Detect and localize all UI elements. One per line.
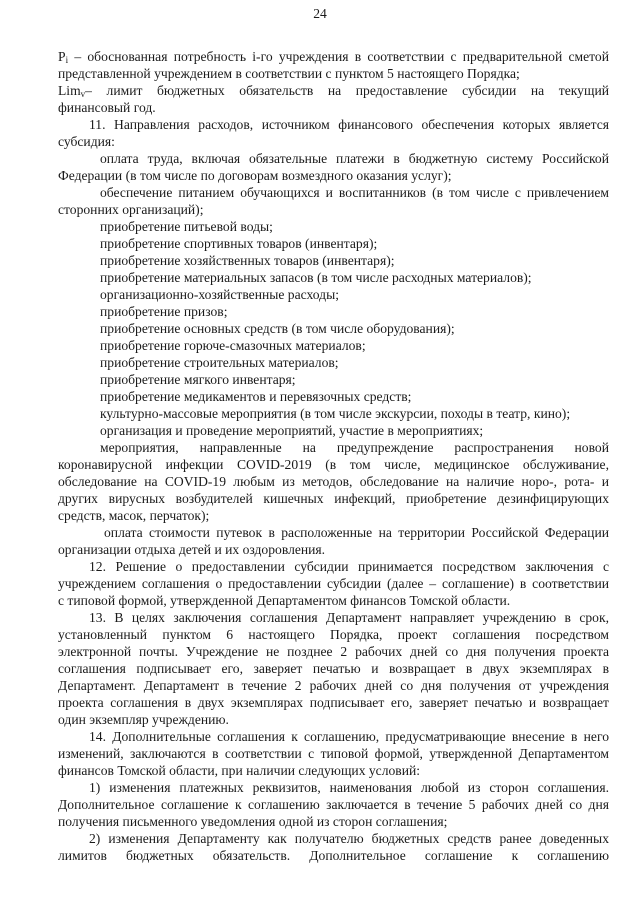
text-line: учреждением соглашения о предоставлении субсидии (далее – соглашение) в соответствии bbox=[58, 576, 609, 591]
text-line: установленный пунктом 6 настоящего Порядка, проект соглашения посредством bbox=[58, 627, 609, 642]
text-line: организации отдыха детей и их оздоровления. bbox=[58, 542, 326, 557]
list-item: организационно-хозяйственные расходы; bbox=[100, 287, 340, 302]
text-line: один экземпляр учреждению. bbox=[58, 712, 229, 727]
section-13-heading: 13. В целях заключения соглашения Департамент направляет учреждению в срок, bbox=[89, 610, 609, 625]
text-line: субсидия: bbox=[58, 134, 115, 149]
text-line: других вирусных возбудителей кишечных инфекций, приобретение дезинфицирующих bbox=[58, 491, 609, 506]
list-item: культурно-массовые мероприятия (в том числе экскурсии, походы в театр, кино); bbox=[100, 406, 571, 421]
text-line: проекта соглашения в двух экземплярах подписывает его, заверяет печатью и возвращает bbox=[58, 695, 609, 710]
formula-definition-lim: Lim$_v$– лимит бюджетных обязательств на предоставление субсидии на текущий bbox=[58, 83, 609, 99]
text-line: Дополнительное соглашение к соглашению заключается в течение 5 рабочих дней со дня bbox=[58, 797, 609, 812]
formula-definition-p: $P_i$ – обоснованная потребность i-го учреждения в соответствии с предварительной сметой bbox=[58, 49, 609, 65]
text-line: соглашения подписывает его, заверяет печатью и возвращает в двух экземплярах в bbox=[58, 661, 609, 676]
list-item: приобретение хозяйственных товаров (инвентаря); bbox=[100, 253, 395, 268]
list-item: приобретение строительных материалов; bbox=[100, 355, 339, 370]
list-item: оплата стоимости путевок в расположенные на территории Российской Федерации bbox=[104, 525, 609, 540]
list-item: приобретение питьевой воды; bbox=[100, 219, 273, 234]
list-item: приобретение основных средств (в том числе оборудования); bbox=[100, 321, 455, 336]
list-item: приобретение призов; bbox=[100, 304, 228, 319]
text-line: лимитов бюджетных обязательств. Дополнительное соглашение к соглашению bbox=[58, 848, 609, 863]
list-item: 1) изменения платежных реквизитов, наименования любой из сторон соглашения. bbox=[89, 780, 609, 795]
text-line: представленной учреждением в соответствии с пунктом 5 настоящего Порядка; bbox=[58, 66, 520, 81]
text-line: изменений, заключаются в соответствии с типовой формой, утвержденной Департаментом bbox=[58, 746, 609, 761]
list-item: мероприятия, направленные на предупреждение распространения новой bbox=[100, 440, 609, 455]
list-item: приобретение спортивных товаров (инвентаря); bbox=[100, 236, 378, 251]
section-12-heading: 12. Решение о предоставлении субсидии принимается посредством заключения с bbox=[89, 559, 609, 574]
list-item: приобретение медикаментов и перевязочных средств; bbox=[100, 389, 412, 404]
text-line: обследование на COVID-19 любым из методов, обследование на наличие норо-, рота- и bbox=[58, 474, 609, 489]
section-11-heading: 11. Направления расходов, источником финансового обеспечения которых является bbox=[89, 117, 609, 132]
list-item: приобретение горюче-смазочных материалов; bbox=[100, 338, 366, 353]
text-line: финансовый год. bbox=[58, 100, 156, 115]
page-number: 24 bbox=[313, 6, 327, 21]
list-item: приобретение мягкого инвентаря; bbox=[100, 372, 296, 387]
text-line: финансов Томской области, при наличии следующих условий: bbox=[58, 763, 421, 778]
text-line: получения письменного уведомления одной из сторон соглашения; bbox=[58, 814, 448, 829]
text-line: средств, масок, перчаток); bbox=[58, 508, 210, 523]
list-item: обеспечение питанием обучающихся и воспитанников (в том числе с привлечением bbox=[100, 185, 609, 200]
list-item: организация и проведение мероприятий, участие в мероприятиях; bbox=[100, 423, 484, 438]
text-line: с типовой формой, утвержденной Департаментом финансов Томской области. bbox=[58, 593, 511, 608]
text-line: Департамент. Департамент в течение 2 рабочих дней со дня получения от учреждения bbox=[58, 678, 609, 693]
text-line: коронавирусной инфекции COVID-2019 (в том числе, медицинское обслуживание, bbox=[58, 457, 609, 472]
section-14-heading: 14. Дополнительные соглашения к соглашению, предусматривающие внесение в него bbox=[89, 729, 609, 744]
text-line: электронной почты. Учреждение не позднее 2 рабочих дней со дня получения проекта bbox=[58, 644, 609, 659]
text-line: Федерации (в том числе по договорам возмездного оказания услуг); bbox=[58, 168, 452, 183]
list-item: приобретение материальных запасов (в том числе расходных материалов); bbox=[100, 270, 532, 285]
text-line: сторонних организаций); bbox=[58, 202, 204, 217]
list-item: оплата труда, включая обязательные платежи в бюджетную систему Российской bbox=[100, 151, 609, 166]
list-item: 2) изменения Департаменту как получателю бюджетных средств ранее доведенных bbox=[89, 831, 609, 846]
